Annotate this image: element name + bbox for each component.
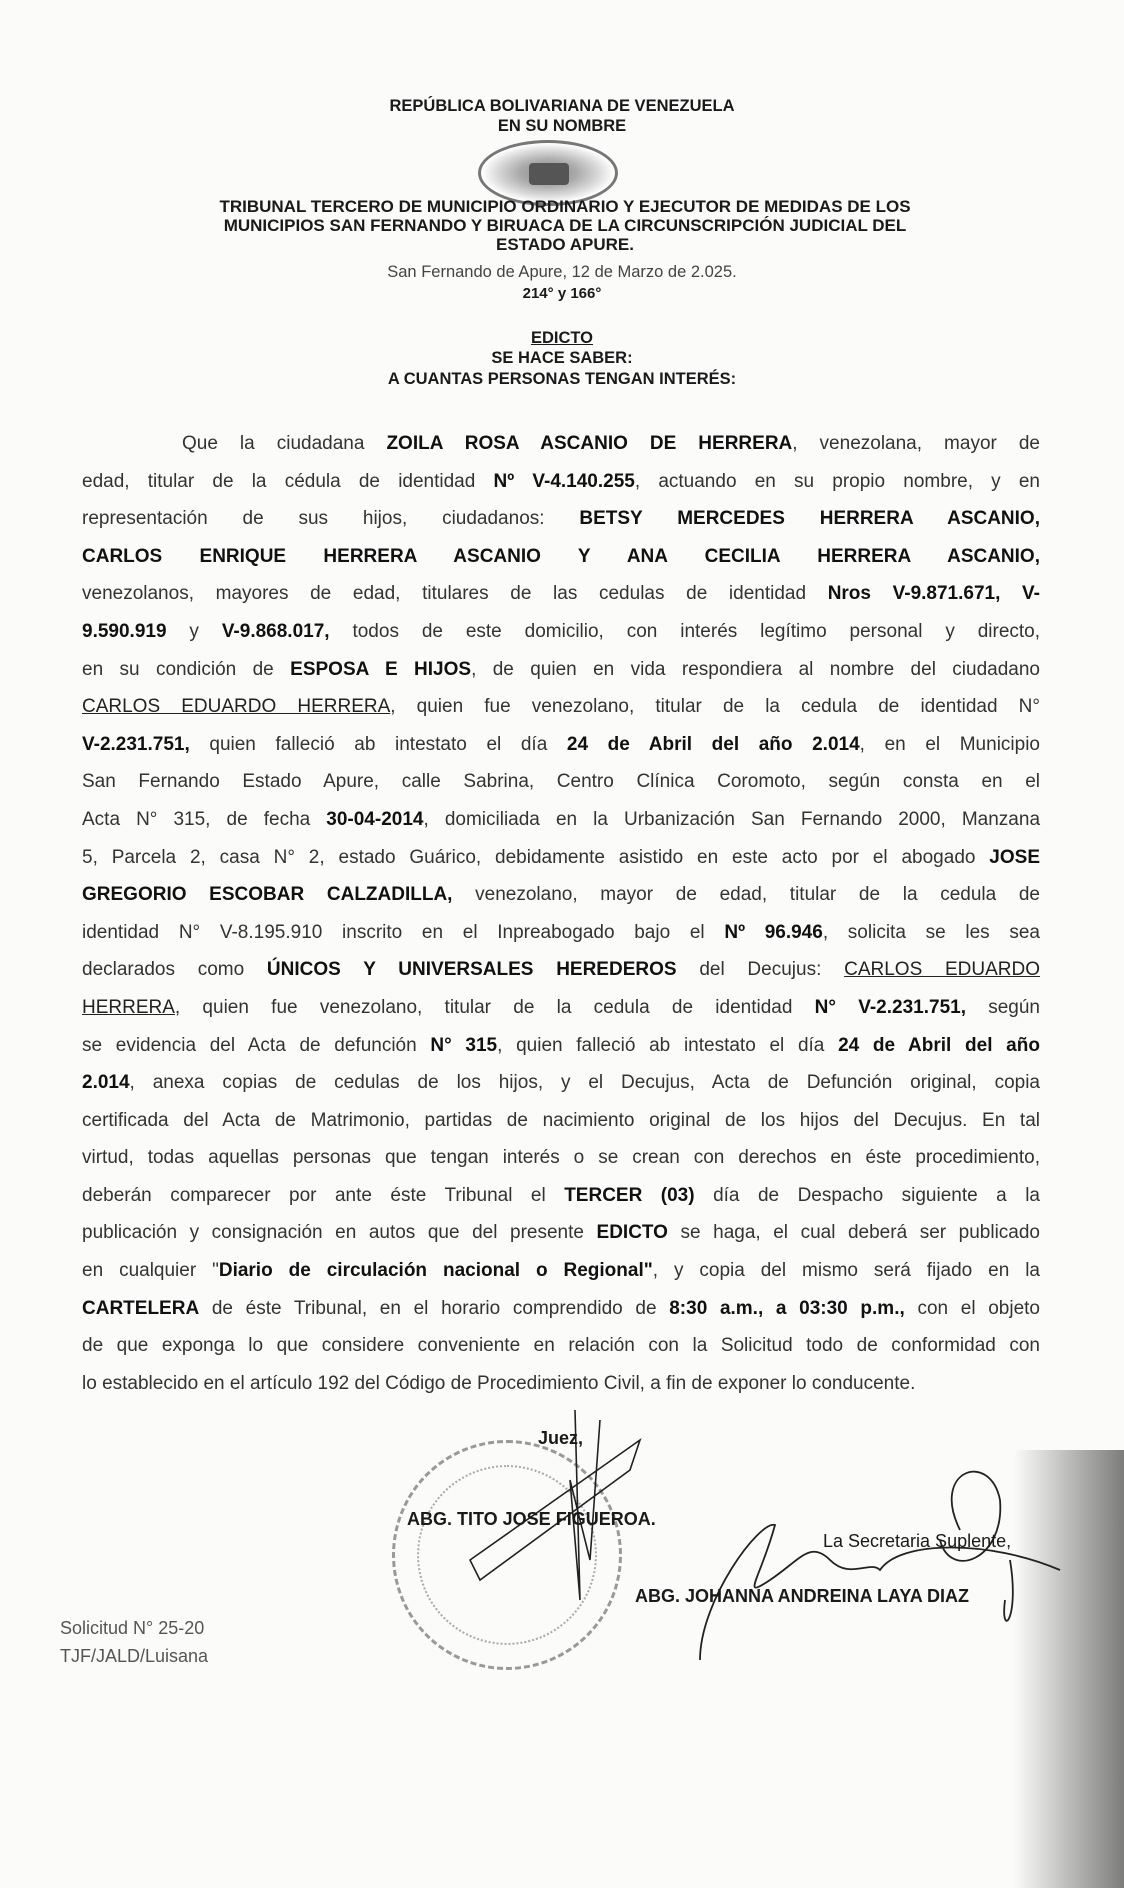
text-segment: edad, titular de la cédula de identidad xyxy=(82,470,494,492)
text-segment: , de quien en vida respondiera al nombre del ciudadano xyxy=(471,658,1040,680)
bold-text: TERCER (03) xyxy=(564,1184,695,1206)
audience-heading: A CUANTAS PERSONAS TENGAN INTERÉS: xyxy=(387,370,737,388)
republic-heading: REPÚBLICA BOLIVARIANA DE VENEZUELA xyxy=(389,97,735,115)
bold-text: GREGORIO ESCOBAR CALZADILLA, xyxy=(82,884,453,906)
text-segment: en su condición de xyxy=(82,658,291,680)
text-segment: publicación y consignación en autos que del presente xyxy=(82,1222,597,1244)
underlined-name: CARLOS EDUARDO HERRERA xyxy=(82,696,391,718)
text-segment: identidad N° V-8.195.910 inscrito en el Inpreabogado bajo el xyxy=(82,921,725,943)
judge-name: ABG. TITO JOSE FIGUEROA. xyxy=(407,1509,656,1529)
bold-text: 24 de Abril del año 2.014 xyxy=(566,733,860,755)
text-segment: 5, Parcela 2, casa N° 2, estado Guárico, debidamente asistido en este acto por el abogado xyxy=(82,846,990,868)
bold-text: CARLOS ENRIQUE HERRERA ASCANIO Y ANA CECILIA HERRERA ASCANIO, xyxy=(82,545,1040,567)
text-segment: , quien fue venezolano, titular de la cedula de identidad N° xyxy=(390,696,1040,718)
text-segment: todos de este domicilio, con interés legítimo personal y directo, xyxy=(329,620,1041,642)
text-segment: , domiciliada en la Urbanización San Fernando 2000, Manzana xyxy=(423,808,1041,830)
judge-title: Juez, xyxy=(538,1428,584,1448)
text-segment: venezolano, mayor de edad, titular de la cedula de xyxy=(452,884,1040,906)
text-segment: en cualquier " xyxy=(82,1260,219,1282)
bold-text: V-9.868.017, xyxy=(221,620,330,642)
text-segment: del Decujus: xyxy=(676,959,845,981)
text-segment: , en el Municipio xyxy=(859,733,1040,755)
text-segment: quien falleció ab intestato el día xyxy=(189,733,567,755)
text-segment: , venezolana, mayor de xyxy=(792,433,1040,454)
text-segment: y xyxy=(166,620,222,642)
bold-text: Nros V-9.871.671, V- xyxy=(827,583,1040,605)
text-segment: se haga, el cual deberá ser publicado xyxy=(667,1222,1040,1244)
court-line: MUNICIPIOS SAN FERNANDO Y BIRUACA DE LA CIRCUNSCRIPCIÓN JUDICIAL DEL xyxy=(223,216,907,235)
secretary-title: La Secretaria Suplente, xyxy=(823,1531,1012,1551)
court-line: ESTADO APURE. xyxy=(496,235,634,254)
text-segment: certificada del Acta de Matrimonio, partidas de nacimiento original de los hijos del Decujus. En tal xyxy=(82,1109,1040,1131)
text-segment: deberán comparecer por ante éste Tribunal el xyxy=(82,1184,565,1206)
text-segment: , solicita se les sea xyxy=(822,921,1040,943)
bold-text: 8:30 a.m., a 03:30 p.m., xyxy=(669,1297,905,1319)
text-segment: Acta N° 315, de fecha xyxy=(82,808,327,830)
secretary-name: ABG. JOHANNA ANDREINA LAYA DIAZ xyxy=(635,1586,970,1606)
bold-text: BETSY MERCEDES HERRERA ASCANIO, xyxy=(579,508,1040,530)
text-segment: con el objeto xyxy=(904,1297,1040,1319)
text-segment: , y copia del mismo será fijado en la xyxy=(652,1260,1040,1282)
bold-text: EDICTO xyxy=(596,1222,668,1244)
text-segment: según xyxy=(965,996,1040,1018)
initials: TJF/JALD/Luisana xyxy=(60,1646,209,1666)
court-line: TRIBUNAL TERCERO DE MUNICIPIO ORDINARIO Y EJECUTOR DE MEDIDAS DE LOS xyxy=(219,197,911,216)
text-segment: Que la ciudadana xyxy=(182,433,387,454)
text-segment: venezolanos, mayores de edad, titulares de las cedulas de identidad xyxy=(82,583,828,605)
bold-text: CARTELERA xyxy=(82,1297,200,1319)
text-segment: se evidencia del Acta de defunción xyxy=(82,1034,431,1056)
request-number: Solicitud N° 25-20 xyxy=(60,1618,205,1638)
text-segment: virtud, todas aquellas personas que tengan interés o se crean con derechos en éste procedimiento, xyxy=(82,1147,1040,1169)
bold-text: 2.014 xyxy=(82,1072,130,1094)
bold-text: Nº V-4.140.255 xyxy=(493,470,635,492)
text-segment: , actuando en su propio nombre, y en xyxy=(634,470,1041,492)
notice-heading: SE HACE SABER: xyxy=(491,349,633,367)
edicto-title: EDICTO xyxy=(530,329,594,347)
in-name-heading: EN SU NOMBRE xyxy=(497,117,627,135)
bold-text: 9.590.919 xyxy=(82,620,167,642)
bold-text: Diario de circulación nacional o Regional" xyxy=(218,1260,653,1282)
bold-text: Nº 96.946 xyxy=(724,921,823,943)
bold-text: 24 de Abril del año xyxy=(838,1034,1040,1056)
bold-text: N° 315 xyxy=(430,1034,498,1056)
text-segment: de que exponga lo que considere conveniente en relación con la Solicitud todo de conformidad con xyxy=(82,1335,1040,1357)
text-segment: , quien fue venezolano, titular de la cedula de identidad xyxy=(174,996,815,1018)
underlined-name: CARLOS EDUARDO xyxy=(844,959,1041,981)
text-segment: representación de sus hijos, ciudadanos: xyxy=(82,508,580,530)
bold-text: ESPOSA E HIJOS xyxy=(290,658,472,680)
bold-text: JOSE xyxy=(989,846,1040,868)
years: 214° y 166° xyxy=(522,285,602,302)
text-segment: San Fernando Estado Apure, calle Sabrina, Centro Clínica Coromoto, según consta en el xyxy=(82,771,1040,793)
bold-text: V-2.231.751, xyxy=(82,733,190,755)
text-segment: declarados como xyxy=(82,959,267,981)
text-segment: , anexa copias de cedulas de los hijos, y el Decujus, Acta de Defunción original, copia xyxy=(129,1072,1040,1094)
bold-text: ZOILA ROSA ASCANIO DE HERRERA xyxy=(386,433,793,454)
bold-text: N° V-2.231.751, xyxy=(814,996,966,1018)
text-segment: , quien falleció ab intestato el día xyxy=(497,1034,839,1056)
text-segment: día de Despacho siguiente a la xyxy=(694,1184,1041,1206)
bold-text: 30-04-2014 xyxy=(326,808,424,830)
text-segment: lo establecido en el artículo 192 del Código de Procedimiento Civil, a fin de exponer lo conducente. xyxy=(82,1372,916,1394)
place-date: San Fernando de Apure, 12 de Marzo de 2.025. xyxy=(387,263,737,281)
text-segment: de éste Tribunal, en el horario comprendido de xyxy=(199,1297,670,1319)
bold-text: ÚNICOS Y UNIVERSALES HEREDEROS xyxy=(266,959,677,981)
underlined-name: HERRERA xyxy=(82,996,175,1018)
